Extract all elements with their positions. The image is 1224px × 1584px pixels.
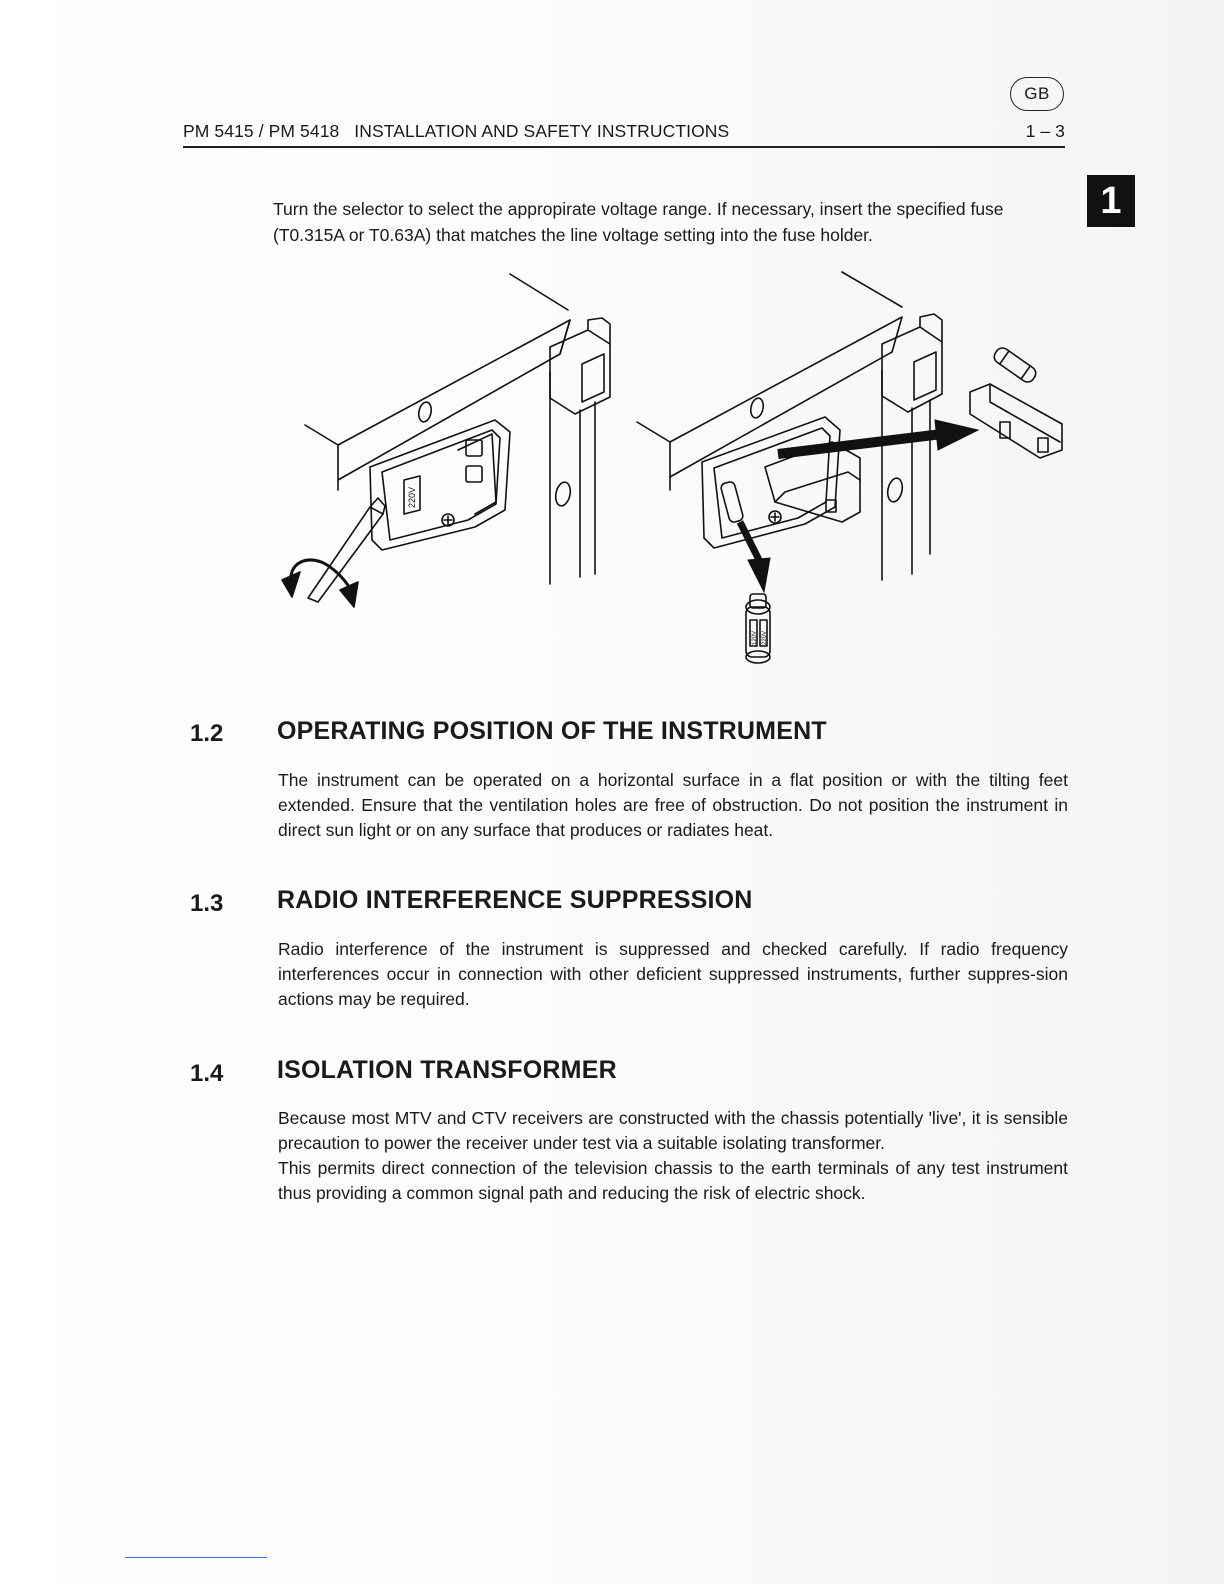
paragraph: Because most MTV and CTV receivers are constructed with the chassis potentially 'live', it is sensible precaution to power the receiver under test via a suitable isolating transformer. [278,1108,1068,1153]
section-body-1-4 [278,1106,1068,1206]
section-number-1-4: 1.4 [190,1060,224,1087]
footer-underline [125,1557,267,1558]
selector-label-1: 120V [752,630,758,645]
header-title: PM 5415 / PM 5418 INSTALLATION AND SAFETY INSTRUCTIONS [183,121,730,141]
paragraph: Radio interference of the instrument is suppressed and checked carefully. If radio frequency interferences occur in connection with other deficient suppressed instruments, further suppres-sion actions may be required. [278,939,1068,1009]
paragraph: This permits direct connection of the television chassis to the earth terminals of any test instrument thus providing a common signal path and reducing the risk of electric shock. [278,1158,1068,1203]
voltage-selector-knob [746,594,770,663]
right-panel-drawing [637,272,1062,663]
section-body-1-3 [278,937,1068,1012]
paragraph: The instrument can be operated on a horizontal surface in a flat position or with the tilting feet extended. Ensure that the ventilation holes are free of obstruction. Do not position the instrument in direct sun light or on any surface that produces or radiates heat. [278,770,1068,840]
chapter-tab: 1 [1087,175,1135,227]
section-number-1-2: 1.2 [190,720,224,747]
fuse-holder-illustration [270,262,1070,672]
intro-paragraph: Turn the selector to select the appropirate voltage range. If necessary, insert the specified fuse (T0.315A or T0.63A) that matches the line voltage setting into the fuse holder. [273,199,1004,245]
language-badge: GB [1010,77,1064,111]
page-number: 1 – 3 [1025,121,1065,141]
left-panel-drawing [282,274,610,607]
selector-label-2: 220V [762,630,768,645]
left-voltage-label: 220V [407,486,417,508]
section-title-1-3: RADIO INTERFERENCE SUPPRESSION [277,886,753,914]
section-title-1-2: OPERATING POSITION OF THE INSTRUMENT [277,717,827,745]
section-number-1-3: 1.3 [190,890,224,917]
section-title-1-4: ISOLATION TRANSFORMER [277,1056,617,1084]
section-body-1-2 [278,768,1068,843]
header-divider [183,146,1065,148]
